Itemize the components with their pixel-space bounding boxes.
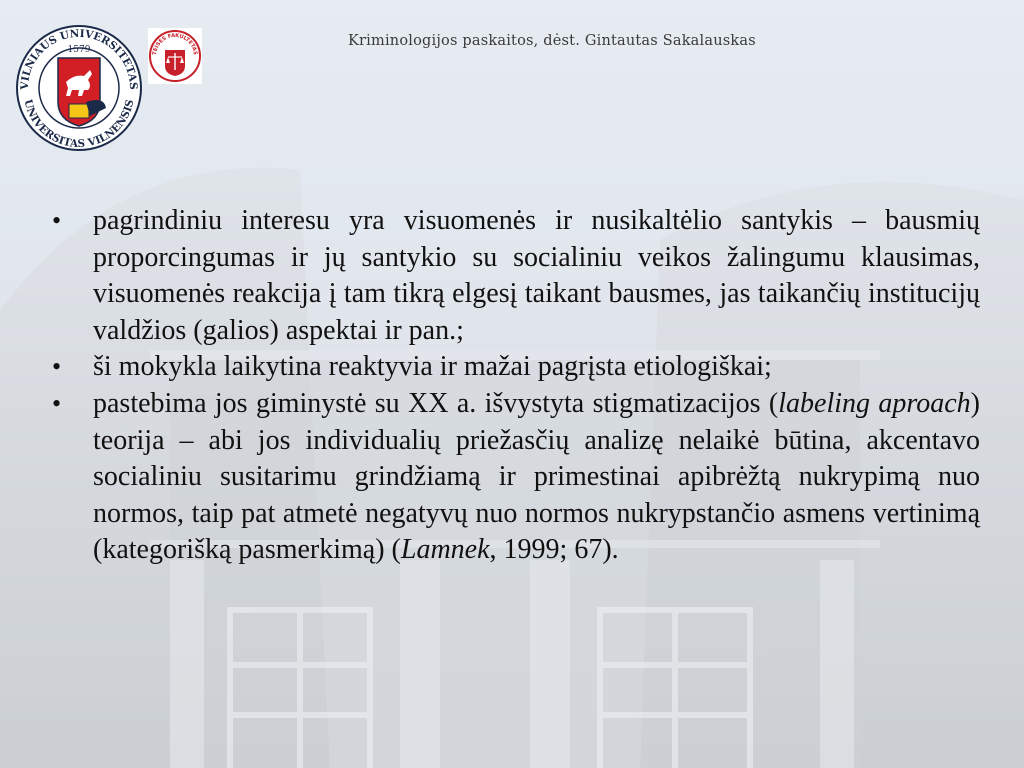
bullet-item-2 [50,349,980,386]
course-header: Kriminologijos paskaitos, dėst. Gintautas Sakalauskas [348,33,756,49]
svg-text:UNIVERSITAS VILNENSIS: UNIVERSITAS VILNENSIS [21,98,137,151]
italic-term: Lamnek [400,534,490,566]
bullet-item-3 [50,386,980,569]
svg-text:1579: 1579 [67,45,91,55]
slide-body [50,203,980,569]
text-segment: ) teorija – abi jos individualių priežasčių analizę nelaikė būtina, akcentavo socialiniu susitarimu grindžiamą ir primestinai apibrėžtą nukrypimą nuo normos, taip pat atmetė negatyvų nuo normos nukrypstančio asmens vertinimą (kategorišką pasmerkimą) ( [93,387,980,566]
vilnius-university-logo [14,16,144,158]
law-faculty-logo [148,28,202,84]
text-segment: , 1999; 67). [489,534,619,566]
italic-term: labeling aproach [778,387,971,419]
text-segment: pastebima jos giminystė su XX a. išvystyta stigmatizacijos ( [93,387,779,419]
bullet-item-1 [50,203,980,349]
text-segment: ši mokykla laikytina reaktyvia ir mažai pagrįsta etiologiškai; [93,351,772,383]
bullet-list [50,203,980,569]
svg-text:TEISĖS FAKULTETAS: TEISĖS FAKULTETAS [151,32,199,56]
text-segment: pagrindiniu interesu yra visuomenės ir nusikaltėlio santykis – bausmių proporcingumas ir jų santykio su socialiniu veikos žalingumu klausimas, visuomenės reakcija į tam tikrą elgesį taikant bausmes, jas taikančių institucijų valdžios (galios) aspektai ir pan.; [93,205,980,346]
svg-text:VILNIAUS UNIVERSITETAS: VILNIAUS UNIVERSITETAS [18,27,140,90]
